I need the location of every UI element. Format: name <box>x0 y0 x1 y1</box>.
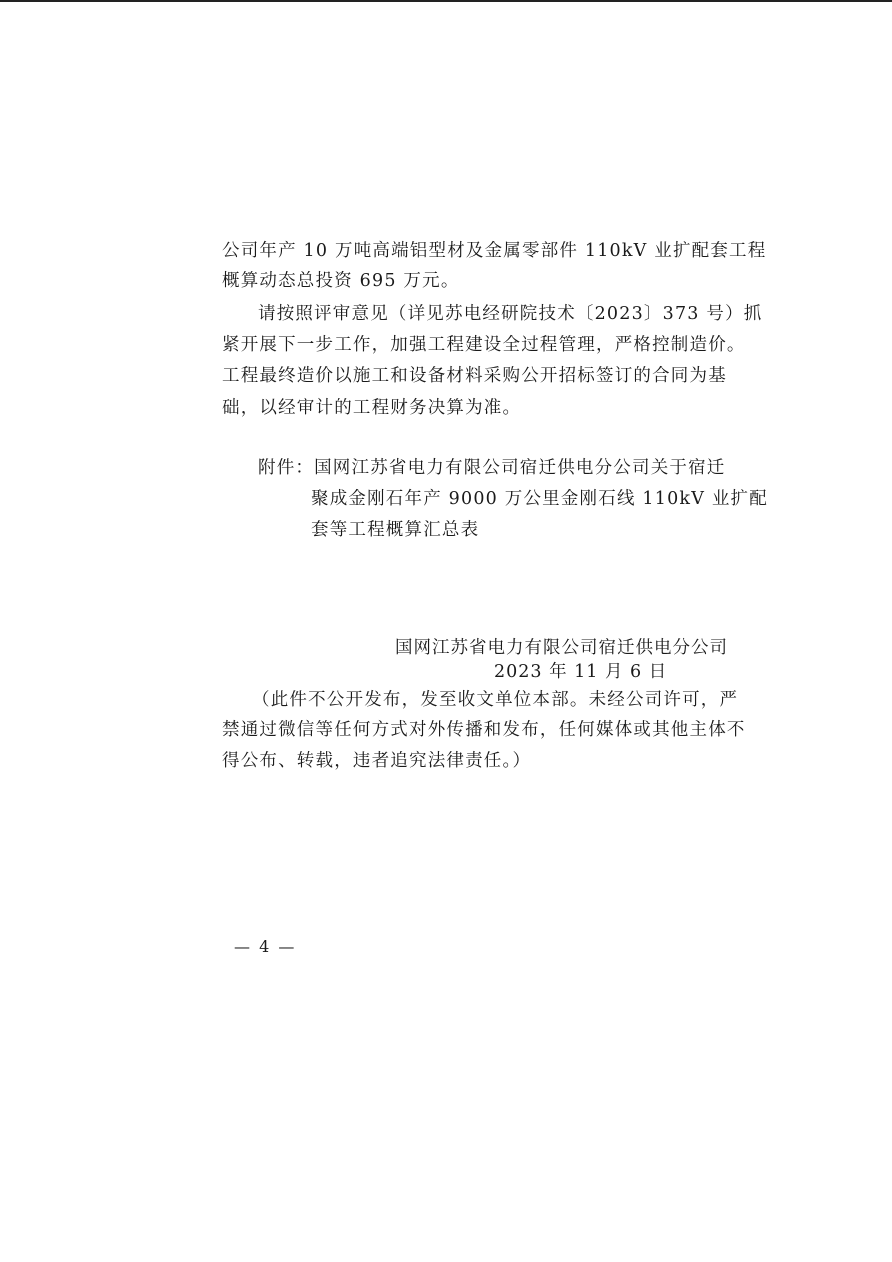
notice-line-3: 得公布、转载，违者追究法律责任。） <box>222 751 532 771</box>
notice-line-2: 禁通过微信等任何方式对外传播和发布，任何媒体或其他主体不 <box>222 720 746 740</box>
signature-date: 2023 年 11 月 6 日 <box>494 662 668 682</box>
body-line-2: 概算动态总投资 695 万元。 <box>222 271 460 291</box>
body-line-5: 工程最终造价以施工和设备材料采购公开招标签订的合同为基 <box>222 366 727 386</box>
body-line-1: 公司年产 10 万吨高端铝型材及金属零部件 110kV 业扩配套工程 <box>222 241 767 261</box>
top-border <box>0 0 892 2</box>
body-line-3: 请按照评审意见（详见苏电经研院技术〔2023〕373 号）抓 <box>258 304 763 324</box>
attachment-line-1: 附件：国网江苏省电力有限公司宿迁供电分公司关于宿迁 <box>258 458 726 478</box>
attachment-line-3: 套等工程概算汇总表 <box>311 520 480 540</box>
signature-organization: 国网江苏省电力有限公司宿迁供电分公司 <box>395 638 728 658</box>
attachment-line-2: 聚成金刚石年产 9000 万公里金刚石线 110kV 业扩配 <box>311 489 768 509</box>
page-number: — 4 — <box>234 937 297 956</box>
body-line-4: 紧开展下一步工作，加强工程建设全过程管理，严格控制造价。 <box>222 335 746 355</box>
body-line-6: 础，以经审计的工程财务决算为准。 <box>222 398 522 418</box>
notice-line-1: （此件不公开发布，发至收文单位本部。未经公司许可，严 <box>252 690 739 710</box>
